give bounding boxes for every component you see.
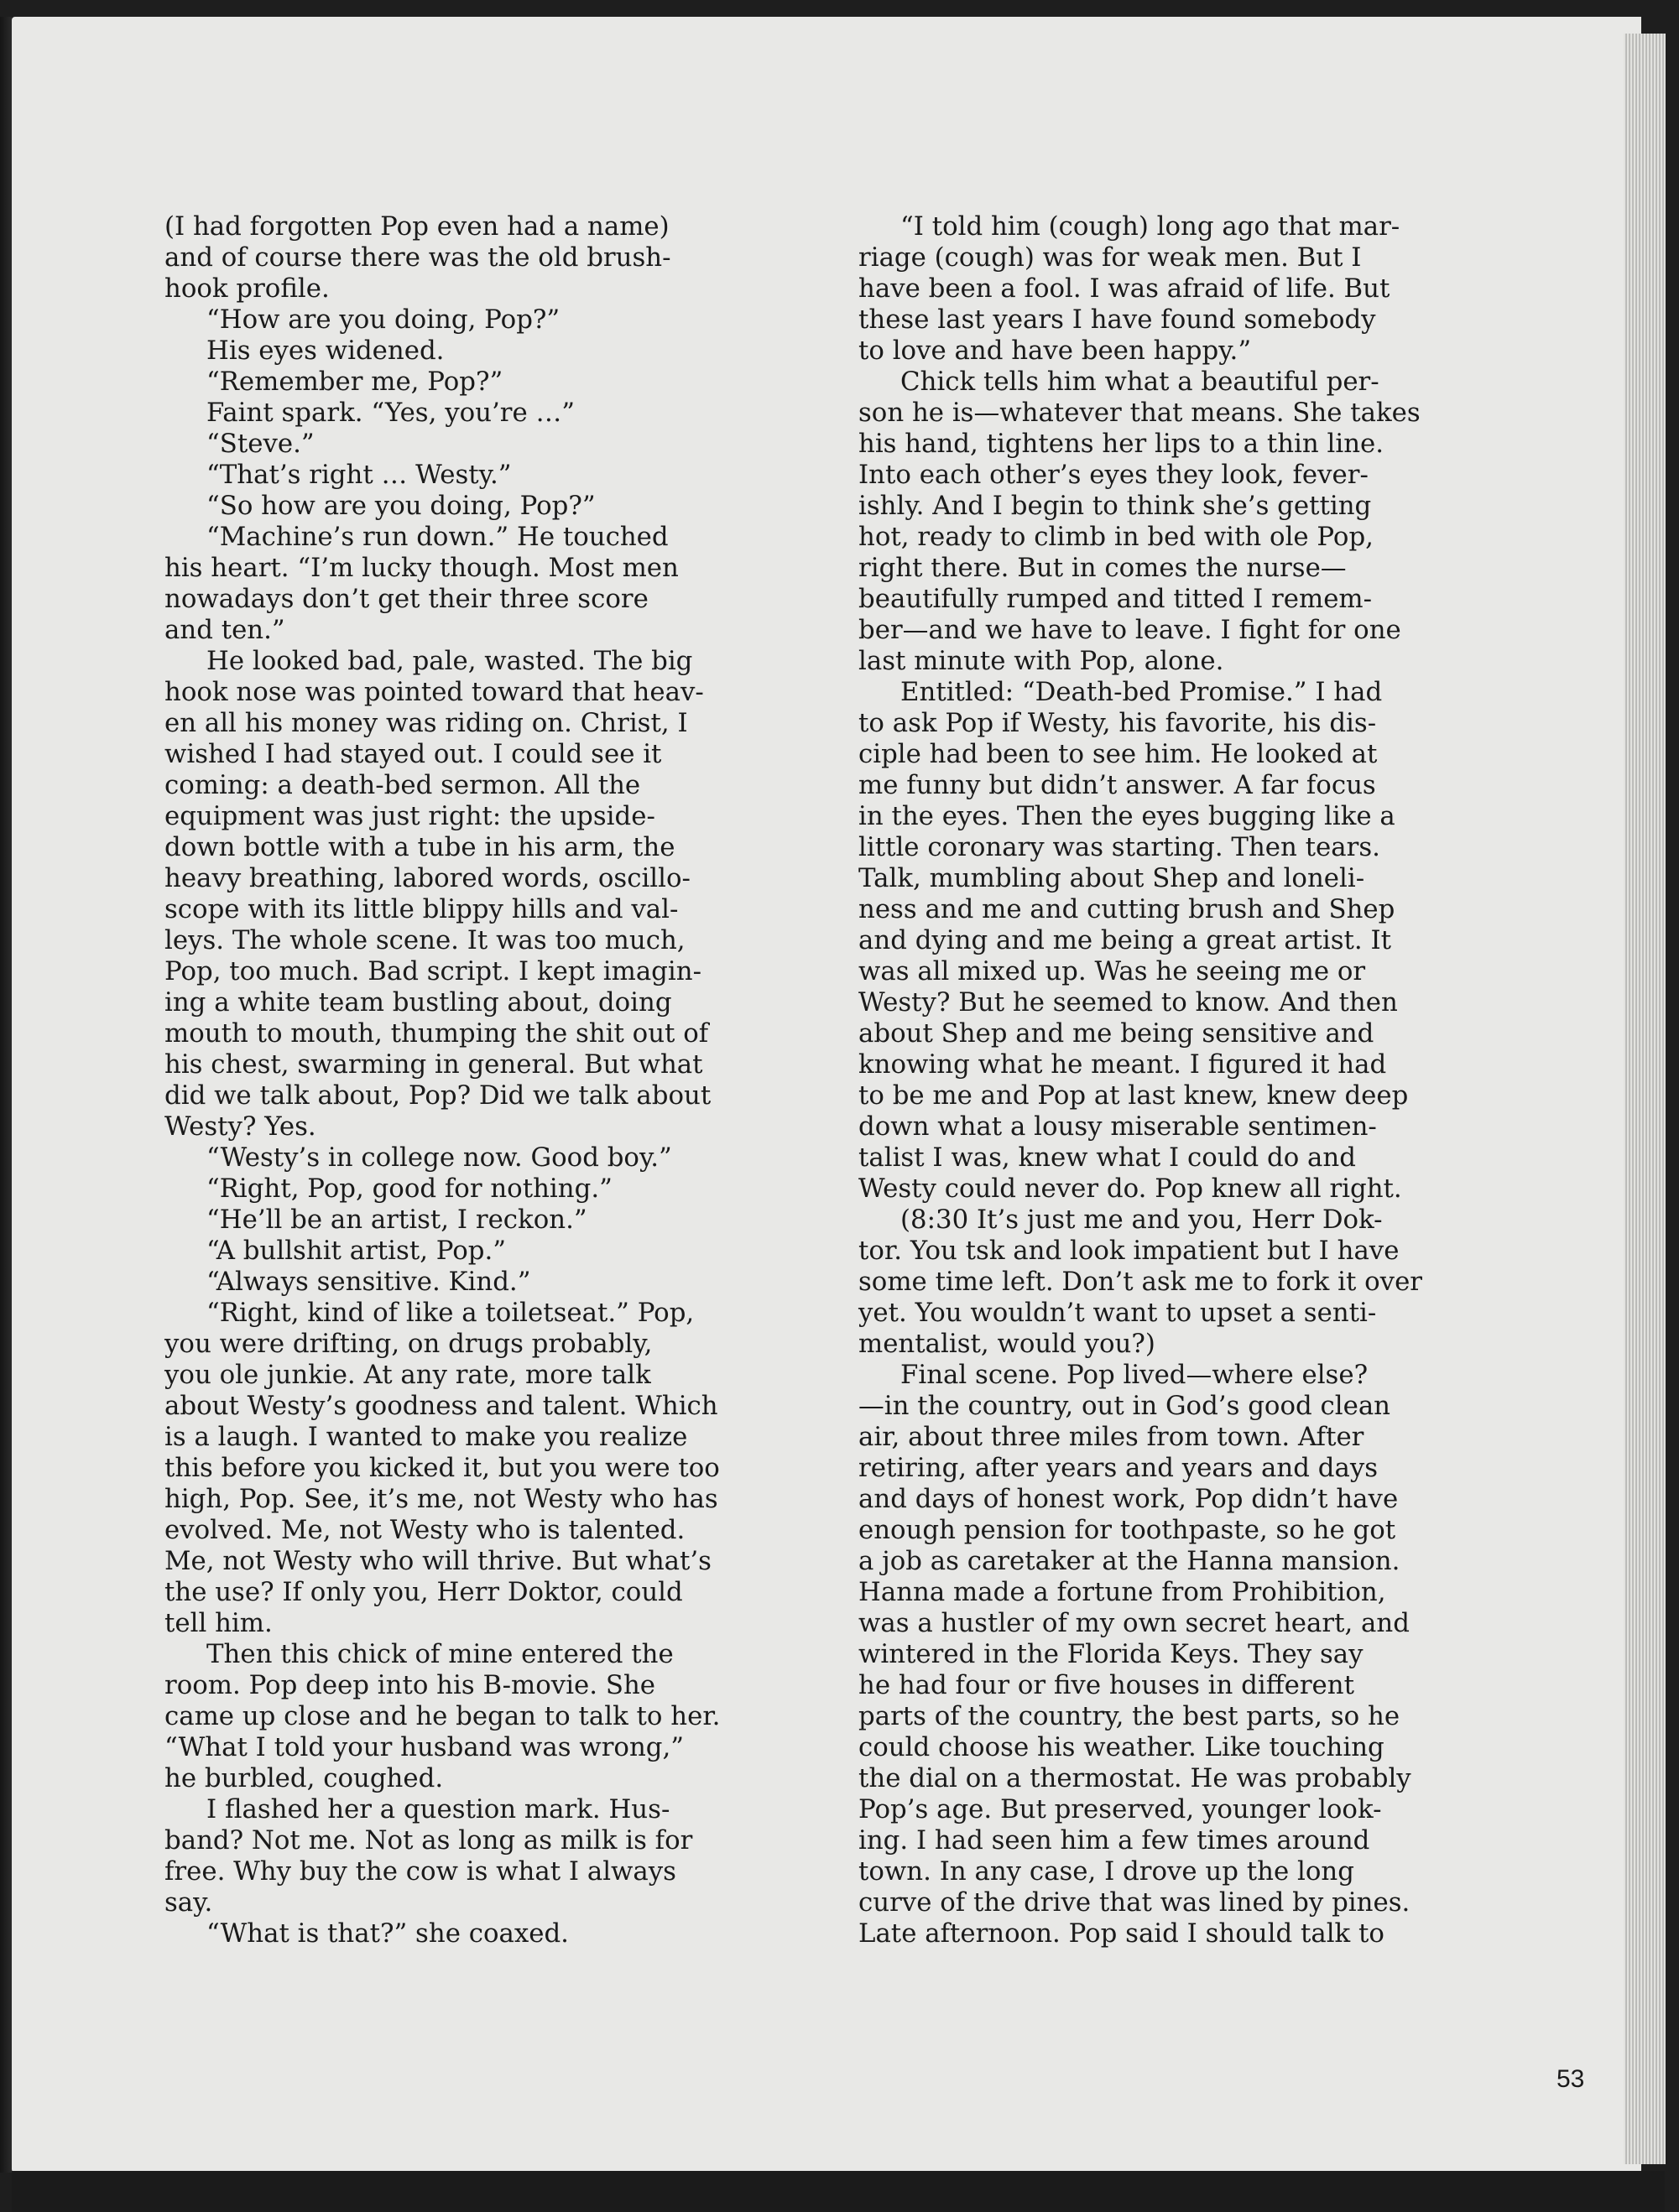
text-line: Then this chick of mine entered the [206,1639,674,1669]
text-line: his heart. “I’m lucky though. Most men [164,553,679,583]
text-line: room. Pop deep into his B-movie. She [164,1670,656,1700]
text-line: parts of the country, the best parts, so he [858,1701,1400,1731]
text-line: coming: a death-bed sermon. All the [164,770,641,800]
text-line: Final scene. Pop lived—where else? [900,1360,1369,1390]
text-line: mouth to mouth, thumping the shit out of [164,1018,709,1049]
text-line: “What I told your husband was wrong,” [164,1732,685,1762]
text-line: hot, ready to climb in bed with ole Pop, [858,522,1374,552]
text-line: Late afternoon. Pop said I should talk to [858,1918,1384,1949]
text-line: tor. You tsk and look impatient but I have [858,1236,1400,1266]
text-line: Pop, too much. Bad script. I kept imagin- [164,956,701,986]
text-line: “Remember me, Pop?” [206,367,503,397]
page-number: 53 [1556,2065,1585,2093]
text-line: ness and me and cutting brush and Shep [858,894,1395,924]
text-line: ing a white team bustling about, doing [164,987,672,1018]
text-line: this before you kicked it, but you were too [164,1453,720,1483]
text-line: mentalist, would you?) [858,1329,1155,1359]
text-line: Chick tells him what a beautiful per- [900,367,1379,397]
text-line: ing. I had seen him a few times around [858,1825,1370,1855]
text-line: (8:30 It’s just me and you, Herr Dok- [900,1205,1383,1235]
text-line: nowadays don’t get their three score [164,584,649,614]
text-line: the dial on a thermostat. He was probably [858,1763,1411,1793]
text-line: you ole junkie. At any rate, more talk [164,1360,651,1390]
text-line: air, about three miles from town. After [858,1422,1364,1452]
text-line: son he is—whatever that means. She takes [858,398,1421,428]
text-line: “I told him (cough) long ago that mar- [900,211,1400,242]
text-column-left [164,211,794,1949]
text-line: some time left. Don’t ask me to fork it over [858,1267,1423,1297]
page-edges [1624,34,1666,2164]
text-line: down bottle with a tube in his arm, the [164,832,675,862]
text-line: town. In any case, I drove up the long [858,1856,1354,1887]
text-line: leys. The whole scene. It was too much, [164,925,686,955]
text-line: have been a fool. I was afraid of life. But [858,273,1390,304]
text-line: riage (cough) was for weak men. But I [858,242,1362,273]
text-line: a job as caretaker at the Hanna mansion. [858,1546,1400,1576]
text-line: ciple had been to see him. He looked at [858,739,1378,769]
text-line: he had four or five houses in different [858,1670,1354,1700]
text-line: Westy? But he seemed to know. And then [858,987,1398,1018]
text-line: enough pension for toothpaste, so he got [858,1515,1396,1545]
text-line: His eyes widened. [206,336,445,366]
text-line: “Machine’s run down.” He touched [206,522,669,552]
text-line: “Always sensitive. Kind.” [206,1267,531,1297]
text-line: equipment was just right: the upside- [164,801,655,831]
text-line: tell him. [164,1608,273,1638]
book-spine [0,17,12,2173]
text-line: he burbled, coughed. [164,1763,444,1793]
text-line: wintered in the Florida Keys. They say [858,1639,1364,1669]
text-line: knowing what he meant. I figured it had [858,1049,1387,1080]
text-line: “Westy’s in college now. Good boy.” [206,1142,672,1173]
text-line: and of course there was the old brush- [164,242,671,273]
text-line: and days of honest work, Pop didn’t have [858,1484,1399,1514]
text-line: was a hustler of my own secret heart, and [858,1608,1410,1638]
text-line: to ask Pop if Westy, his favorite, his dis- [858,708,1377,738]
text-line: “Right, Pop, good for nothing.” [206,1174,613,1204]
text-line: hook profile. [164,273,330,304]
text-line: little coronary was starting. Then tears. [858,832,1380,862]
text-line: band? Not me. Not as long as milk is for [164,1825,693,1855]
text-line: the use? If only you, Herr Doktor, could [164,1577,683,1607]
text-line: Pop’s age. But preserved, younger look- [858,1794,1382,1824]
text-line: Into each other’s eyes they look, fever- [858,460,1369,490]
text-line: right there. But in comes the nurse— [858,553,1347,583]
text-line: evolved. Me, not Westy who is talented. [164,1515,686,1545]
bottom-shadow [12,2171,1665,2212]
text-line: “So how are you doing, Pop?” [206,491,596,521]
text-line: (I had forgotten Pop even had a name) [164,211,670,242]
text-line: yet. You wouldn’t want to upset a senti- [858,1298,1377,1328]
text-line: retiring, after years and years and days [858,1453,1379,1483]
text-line: about Westy’s goodness and talent. Which [164,1391,718,1421]
text-line: say. [164,1887,213,1918]
text-line: wished I had stayed out. I could see it [164,739,662,769]
text-line: ishly. And I begin to think she’s getting [858,491,1372,521]
text-line: did we talk about, Pop? Did we talk about [164,1080,712,1111]
text-line: —in the country, out in God’s good clean [858,1391,1391,1421]
text-line: about Shep and me being sensitive and [858,1018,1374,1049]
text-line: these last years I have found somebody [858,304,1376,335]
text-line: and ten.” [164,615,285,645]
text-line: free. Why buy the cow is what I always [164,1856,676,1887]
text-line: Talk, mumbling about Shep and loneli- [858,863,1365,893]
text-line: Hanna made a fortune from Prohibition, [858,1577,1386,1607]
text-line: Westy could never do. Pop knew all right. [858,1174,1402,1204]
text-line: “Steve.” [206,429,315,459]
text-line: curve of the drive that was lined by pines. [858,1887,1410,1918]
text-line: Entitled: “Death-bed Promise.” I had [900,677,1383,707]
text-line: talist I was, knew what I could do and [858,1142,1356,1173]
text-line: was all mixed up. Was he seeing me or [858,956,1366,986]
text-line: “He’ll be an artist, I reckon.” [206,1205,587,1235]
text-line: Me, not Westy who will thrive. But what’s [164,1546,712,1576]
text-line: is a laugh. I wanted to make you realize [164,1422,688,1452]
text-line: down what a lousy miserable sentimen- [858,1111,1377,1142]
text-line: “A bullshit artist, Pop.” [206,1236,507,1266]
text-line: en all his money was riding on. Christ, I [164,708,688,738]
text-line: “That’s right … Westy.” [206,460,512,490]
text-line: hook nose was pointed toward that heav- [164,677,704,707]
text-line: last minute with Pop, alone. [858,646,1224,676]
text-line: and dying and me being a great artist. It [858,925,1391,955]
text-line: “How are you doing, Pop?” [206,304,561,335]
text-line: to be me and Pop at last knew, knew deep [858,1080,1409,1111]
text-line: came up close and he began to talk to her. [164,1701,721,1731]
text-line: you were drifting, on drugs probably, [164,1329,653,1359]
text-line: Westy? Yes. [164,1111,316,1142]
text-line: Faint spark. “Yes, you’re …” [206,398,576,428]
text-line: in the eyes. Then the eyes bugging like a [858,801,1395,831]
text-column-right [858,211,1485,1949]
text-line: heavy breathing, labored words, oscillo- [164,863,691,893]
text-line: ber—and we have to leave. I fight for one [858,615,1401,645]
text-line: could choose his weather. Like touching [858,1732,1384,1762]
text-line: to love and have been happy.” [858,336,1252,366]
text-line: high, Pop. See, it’s me, not Westy who has [164,1484,718,1514]
text-line: “Right, kind of like a toiletseat.” Pop, [206,1298,695,1328]
text-line: beautifully rumped and titted I remem- [858,584,1373,614]
text-line: me funny but didn’t answer. A far focus [858,770,1376,800]
text-line: I flashed her a question mark. Hus- [206,1794,670,1824]
text-line: his hand, tightens her lips to a thin line. [858,429,1384,459]
text-line: his chest, swarming in general. But what [164,1049,703,1080]
text-line: “What is that?” she coaxed. [206,1918,569,1949]
text-line: scope with its little blippy hills and val- [164,894,679,924]
text-line: He looked bad, pale, wasted. The big [206,646,693,676]
